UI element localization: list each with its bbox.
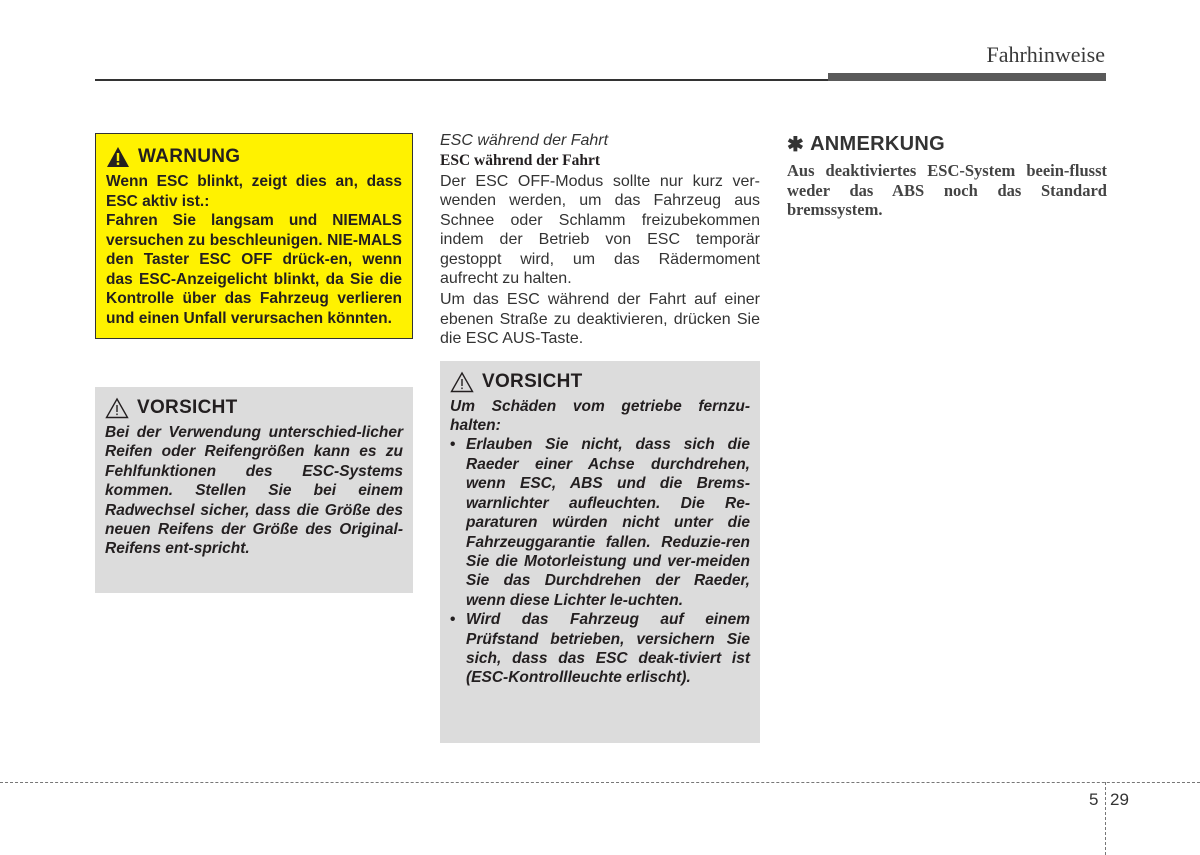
section-body <box>440 172 760 349</box>
body-paragraph: Um das ESC während der Fahrt auf einer ebenen Straße zu deaktivieren, drücken Sie die ESC AUS-Taste. <box>440 291 760 348</box>
caution-triangle-icon <box>450 371 474 393</box>
warning-text <box>106 172 402 328</box>
footer-page-divider <box>1105 782 1106 855</box>
caution-header <box>105 397 403 419</box>
warning-triangle-icon <box>106 146 130 168</box>
warning-paragraph: Fahren Sie langsam und NIEMALS versuchen zu beschleunigen. NIE-MALS den Taster ESC OFF drück-en, wenn das ESC-Anzeigelicht blinkt, da Sie die Kontrolle über das Fahrzeug verlieren und einen Unfall verursachen könnten. <box>106 212 402 327</box>
note-title: ANMERKUNG <box>810 133 945 155</box>
list-item: • Erlauben Sie nicht, dass sich die Raeder einer Achse durchdrehen, wenn ESC, ABS und die Brems-warnlichter aufleuchten. Die Re-paraturen würden nicht unter die Fahrzeuggarantie fallen. Reduzie-ren Sie die Motorleistung und ver-meiden Sie das Durchdrehen der Raeder, wenn diese Lichter le-uchten. <box>450 435 750 610</box>
caution-title: VORSICHT <box>482 370 583 392</box>
caution-title: VORSICHT <box>137 397 238 418</box>
caution-box <box>95 387 413 593</box>
caution-intro: Um Schäden vom getriebe fernzu-halten: <box>450 397 750 435</box>
right-column <box>787 132 1107 220</box>
caution-text <box>105 423 403 559</box>
note-header <box>787 132 1107 157</box>
chapter-number: 5 <box>1089 790 1099 809</box>
left-column <box>95 133 413 593</box>
page-number: 29 <box>1110 790 1129 809</box>
caution-triangle-icon <box>105 397 129 419</box>
asterisk-icon: ✱ <box>787 134 805 156</box>
section-subtitle: ESC während der Fahrt <box>440 152 601 169</box>
warning-title: WARNUNG <box>138 146 241 167</box>
section-title: ESC während der Fahrt <box>440 132 609 149</box>
note-text: Aus deaktiviertes ESC-System beein-flusst weder das ABS noch das Standard bremssystem. <box>787 161 1107 219</box>
middle-column <box>440 132 760 743</box>
header-rule-accent <box>828 73 1106 81</box>
list-item: • Wird das Fahrzeug auf einem Prüfstand betrieben, versichern Sie sich, dass das ESC deak-tiviert ist (ESC-Kontrollleuchte erlischt). <box>450 610 750 688</box>
header-rule <box>95 79 828 81</box>
caution-text <box>450 397 750 688</box>
caution-paragraph: Bei der Verwendung unterschied-licher Reifen oder Reifengrößen kann es zu Fehlfunktionen des ESC-Systems kommen. Stellen Sie bei einem Radwechsel sicher, dass die Größe des neuen Reifens der Größe des Original-Reifens ent-spricht. <box>105 424 403 558</box>
caution-bullet-list <box>450 435 750 687</box>
page-header-title: Fahrhinweise <box>986 42 1105 67</box>
warning-box <box>95 133 413 339</box>
warning-paragraph: Wenn ESC blinkt, zeigt dies an, dass ESC aktiv ist.: <box>106 173 402 210</box>
caution-header <box>450 371 750 393</box>
warning-header <box>106 146 402 168</box>
footer-divider <box>0 782 1200 783</box>
body-paragraph: Der ESC OFF-Modus sollte nur kurz ver-wenden werden, um das Fahrzeug aus Schnee oder Schlamm freizubekommen indem der Betrieb von ESC temporär gestoppt wird, um das Rädermoment aufrecht zu halten. <box>440 173 760 288</box>
caution-box <box>440 361 760 743</box>
